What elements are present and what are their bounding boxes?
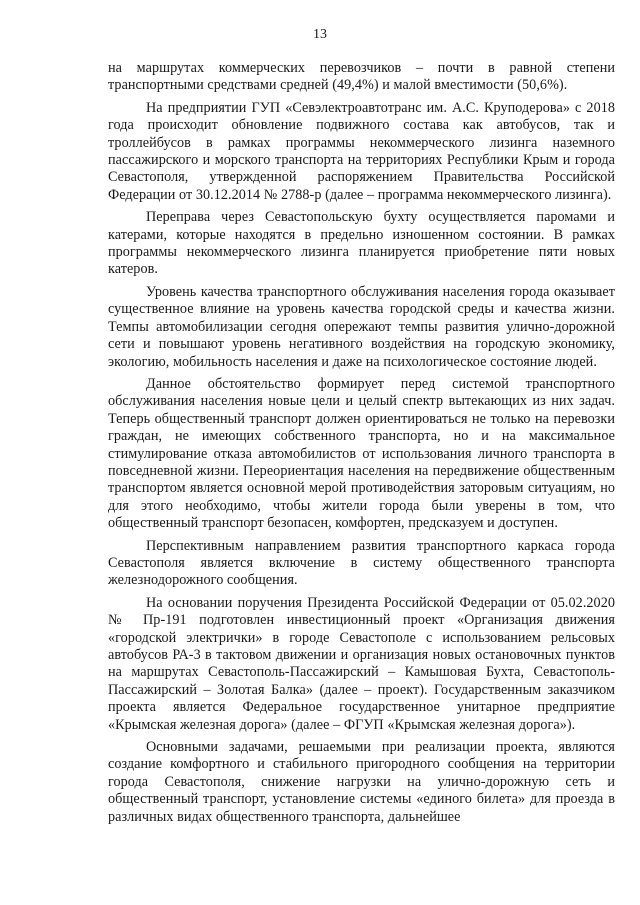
paragraph-new-goals: Данное обстоятельство формирует перед системой транспортного обслуживания населения новые цели и целый спектр вытекающих из них задач. Теперь общественный транспорт должен ориентироваться не только на перевозки граждан, не имеющих собственного транспорта, но и на максимальное стимулирование отказа автомобилистов от использования личного транспорта в повседневной жизни. Переориентация населения на передвижение общественным транспортом является основной мерой противодействия заторовым ситуациям, но для этого необходимо, чтобы жители города были уверены в том, что общественный транспорт безопасен, комфортен, предсказуем и доступен. — [108, 375, 615, 532]
paragraph-rail-direction: Перспективным направлением развития транспортного каркаса города Севастополя является включение в систему общественного транспорта железнодорожного сообщения. — [108, 537, 615, 589]
paragraph-passenger-capacity: на маршрутах коммерческих перевозчиков – почти в равной степени транспортными средствами средней (49,4%) и малой вместимости (50,6%). — [108, 60, 615, 94]
paragraph-project-objectives: Основными задачами, решаемыми при реализации проекта, являются создание комфортного и стабильного пригородного сообщения на территории города Севастополя, снижение нагрузки на улично-дорожную сеть и общественный транспорт, установление системы «единого билета» для проезда в различных видах общественного транспорта, дальнейшее — [108, 739, 615, 825]
page-number: 13 — [313, 27, 327, 42]
paragraph-fleet-renewal: На предприятии ГУП «Севэлектроавтотранс им. А.С. Круподерова» с 2018 года происходит обновление подвижного состава как автобусов, так и троллейбусов в рамках программы некоммерческого лизинга наземного пассажирского и морского транспорта на территориях Республики Крым и города Севастополя, утвержденной распоряжением Правительства Российской Федерации от 30.12.2014 № 2788-р (далее – программа некоммерческого лизинга). — [108, 99, 615, 203]
paragraph-service-quality: Уровень качества транспортного обслуживания населения города оказывает существенное влияние на уровень качества городской среды и качества жизни. Темпы автомобилизации сегодня опережают темпы развития улично-дорожной сети и повышают уровень негативного воздействия на городскую экономику, экологию, мобильность населения и даже на психологическое состояние людей. — [108, 283, 615, 370]
paragraph-bay-crossing: Переправа через Севастопольскую бухту осуществляется паромами и катерами, которые находятся в предельно изношенном состоянии. В рамках программы некоммерческого лизинга планируется приобретение пяти новых катеров. — [108, 209, 615, 278]
document-body — [108, 60, 615, 826]
paragraph-investment-project: На основании поручения Президента Российской Федерации от 05.02.2020 № Пр-191 подготовлен инвестиционный проект «Организация движения «городской электрички» в городе Севастополе с использованием рельсовых автобусов РА-3 в тактовом движении и организация новых остановочных пунктов на маршрутах Севастополь-Пассажирский – Камышовая Бухта, Севастополь-Пассажирский – Золотая Балка» (далее – проект). Государственным заказчиком проекта является Федеральное государственное унитарное предприятие «Крымская железная дорога» (далее – ФГУП «Крымская железная дорога»). — [108, 594, 615, 733]
